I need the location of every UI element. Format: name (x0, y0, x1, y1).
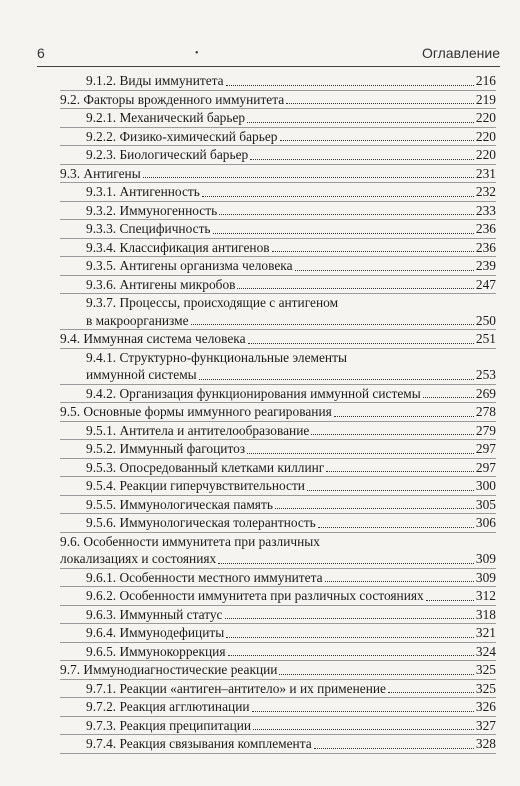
toc-entry-title: 9.2.1. Механический барьер (86, 110, 246, 125)
toc-entry (60, 514, 496, 533)
toc-entry-page: 239 (475, 258, 496, 273)
toc-entry (60, 477, 496, 496)
toc-entry-page: 305 (475, 496, 496, 512)
toc-entry-title: 9.3.4. Классификация антигенов (86, 239, 270, 255)
dot-leader (226, 637, 474, 638)
toc-entry-title: 9.2.2. Физико-химический барьер (86, 128, 278, 144)
toc-entry-page: 231 (475, 165, 496, 181)
toc-entry (60, 294, 496, 330)
toc-entry (60, 257, 496, 276)
toc-entry (60, 91, 496, 110)
toc-entry-title: 9.6. Особенности иммунитета при различных (60, 533, 320, 549)
dot-leader (253, 729, 474, 730)
toc-entry-page: 325 (475, 662, 496, 677)
dot-leader (280, 140, 474, 141)
toc-entry-title: 9.4.1. Структурно-функциональные элементы (86, 349, 347, 365)
toc-entry-title: 9.3.2. Иммуногенность (86, 202, 218, 218)
dot-leader (295, 270, 474, 271)
dot-leader (143, 177, 474, 178)
toc-entry-title: 9.6.3. Иммунный статус (86, 606, 223, 622)
toc-entry-page: 297 (475, 459, 496, 475)
toc-entry-title-continued: иммунной системы (86, 367, 197, 382)
toc-entry (60, 220, 496, 239)
dot-leader (218, 563, 474, 564)
dot-leader (325, 581, 474, 582)
dot-leader (272, 251, 474, 252)
toc-entry-title: 9.3.7. Процессы, происходящие с антигеном (86, 295, 339, 310)
toc-entry-page: 327 (475, 717, 496, 733)
toc-entry-title: 9.2. Факторы врожденного иммунитета (60, 91, 285, 107)
toc-entry-title: 9.4. Иммунная система человека (60, 331, 246, 346)
toc-entry-page: 309 (475, 569, 496, 585)
toc-entry-page: 321 (475, 625, 496, 640)
toc-entry-title: 9.7.4. Реакция связывания комплемента (86, 736, 312, 751)
toc-entry-title: 9.3. Антигены (60, 165, 141, 181)
toc-entry (60, 717, 496, 736)
toc-entry-title: 9.3.6. Антигены микробов (86, 276, 236, 292)
toc-entry-page: 216 (475, 73, 496, 88)
dot-leader (237, 288, 473, 289)
toc-entry-title: 9.5.3. Опосредованный клетками киллинг (86, 459, 325, 475)
dot-leader (225, 618, 474, 619)
toc-entry (60, 109, 496, 128)
toc-entry (60, 183, 496, 202)
toc-entry-title: 9.6.2. Особенности иммунитета при различных состояниях (86, 588, 424, 603)
dot-leader (199, 379, 474, 380)
toc-entry-page: 318 (475, 606, 496, 622)
toc-entry (60, 606, 496, 625)
toc-entry-title: 9.7.1. Реакции «антиген–антитело» и их применение (86, 680, 386, 696)
toc-entry-page: 251 (475, 331, 496, 346)
toc-entry-title: 9.6.4. Иммунодефициты (86, 625, 225, 640)
toc-entry (60, 385, 496, 404)
toc-entry-page: 278 (475, 404, 496, 419)
toc-entry (60, 459, 496, 478)
toc-entry (60, 624, 496, 643)
toc-entry-page: 306 (475, 515, 496, 530)
toc-entry (60, 239, 496, 258)
toc-entry-page: 312 (475, 588, 496, 603)
running-title: Оглавление (421, 45, 500, 61)
toc-entry-page: 232 (475, 184, 496, 199)
toc-entry-title: 9.6.5. Иммунокоррекция (86, 643, 226, 659)
toc-entry (60, 403, 496, 422)
toc-entry-page: 220 (475, 128, 496, 144)
dot-leader (326, 471, 474, 472)
toc-entry (60, 440, 496, 459)
toc-entry-title: 9.2.3. Биологический барьер (86, 147, 249, 162)
toc-entry (60, 735, 496, 754)
toc-entry-page: 269 (475, 385, 496, 401)
toc-entry-title: 9.4.2. Организация функционирования иммунной системы (86, 385, 421, 401)
toc-entry (60, 422, 496, 441)
dot-leader (426, 600, 474, 601)
toc-entry (60, 202, 496, 221)
dot-leader (279, 674, 473, 675)
toc-entry (60, 569, 496, 588)
toc-entry (60, 330, 496, 349)
dot-leader (247, 453, 474, 454)
toc-entry-page: 253 (475, 367, 496, 382)
toc-entry (60, 496, 496, 515)
toc-entry-page: 219 (475, 91, 496, 107)
toc-entry-page: 309 (475, 551, 496, 566)
toc-entry-title: 9.5.5. Иммунологическая память (86, 496, 273, 512)
toc-entry (60, 146, 496, 165)
toc-entry-title-continued: локализациях и состояниях (60, 551, 217, 566)
toc-entry-page: 279 (475, 422, 496, 438)
toc-entry-title: 9.5. Основные формы иммунного реагирования (60, 404, 332, 419)
toc-entry-page: 236 (475, 239, 496, 255)
dot-leader (318, 527, 474, 528)
dot-leader (191, 324, 474, 325)
toc-entry-title: 9.3.5. Антигены организма человека (86, 258, 293, 273)
dot-leader (247, 122, 474, 123)
toc-entry (60, 128, 496, 147)
dot-leader (334, 416, 474, 417)
page-header (37, 42, 500, 64)
toc-entry-title: 9.3.1. Антигенность (86, 184, 200, 199)
toc-entry-title: 9.5.6. Иммунологическая толерантность (86, 515, 316, 530)
toc-entry (60, 587, 496, 606)
toc-entry-title: 9.7.3. Реакция преципитации (86, 717, 252, 733)
dot-leader (307, 490, 474, 491)
dot-leader (213, 233, 474, 234)
toc-entry (60, 643, 496, 662)
toc-entry-page: 326 (475, 699, 496, 714)
page-number: 6 (37, 45, 45, 61)
toc-entry (60, 698, 496, 717)
toc-entry-title: 9.3.3. Специфичность (86, 221, 211, 236)
toc-entry-page: 220 (475, 110, 496, 125)
toc-entry-page: 324 (475, 643, 496, 659)
dot-leader (275, 508, 474, 509)
dot-leader (202, 196, 474, 197)
toc-entry-title: 9.1.2. Виды иммунитета (86, 73, 224, 88)
toc-entry-title: 9.5.2. Иммунный фагоцитоз (86, 441, 246, 456)
toc-entry (60, 533, 496, 569)
dot-mark: • (195, 48, 199, 59)
toc-entry (60, 72, 496, 91)
dot-leader (219, 214, 474, 215)
toc-entry-page: 233 (475, 202, 496, 218)
dot-leader (311, 434, 474, 435)
dot-leader (314, 748, 474, 749)
table-of-contents (60, 72, 496, 754)
toc-entry-page: 236 (475, 221, 496, 236)
toc-entry-page: 247 (475, 276, 496, 292)
toc-entry-page: 250 (475, 312, 496, 328)
row-separator (60, 753, 496, 754)
dot-leader (388, 692, 474, 693)
dot-leader (252, 711, 474, 712)
toc-entry-title-continued: в макроорганизме (86, 312, 189, 328)
toc-entry (60, 165, 496, 184)
toc-entry-page: 328 (475, 736, 496, 751)
toc-entry-title: 9.7. Иммунодиагностические реакции (60, 662, 278, 677)
toc-entry-title: 9.5.4. Реакции гиперчувствительности (86, 478, 305, 493)
toc-entry (60, 349, 496, 385)
dot-leader (228, 655, 474, 656)
dot-leader (248, 343, 474, 344)
toc-entry-title: 9.5.1. Антитела и антителообразование (86, 422, 310, 438)
dot-leader (226, 85, 474, 86)
dot-leader (250, 159, 474, 160)
toc-entry-page: 325 (475, 680, 496, 696)
toc-entry-title: 9.6.1. Особенности местного иммунитета (86, 569, 323, 585)
dot-leader (423, 397, 474, 398)
toc-entry-page: 297 (475, 441, 496, 456)
toc-entry (60, 661, 496, 680)
toc-entry (60, 276, 496, 295)
toc-entry-page: 300 (475, 478, 496, 493)
toc-entry (60, 680, 496, 699)
dot-leader (286, 103, 474, 104)
toc-entry-title: 9.7.2. Реакция агглютинации (86, 699, 250, 714)
header-divider (37, 66, 500, 67)
toc-entry-page: 220 (475, 147, 496, 162)
